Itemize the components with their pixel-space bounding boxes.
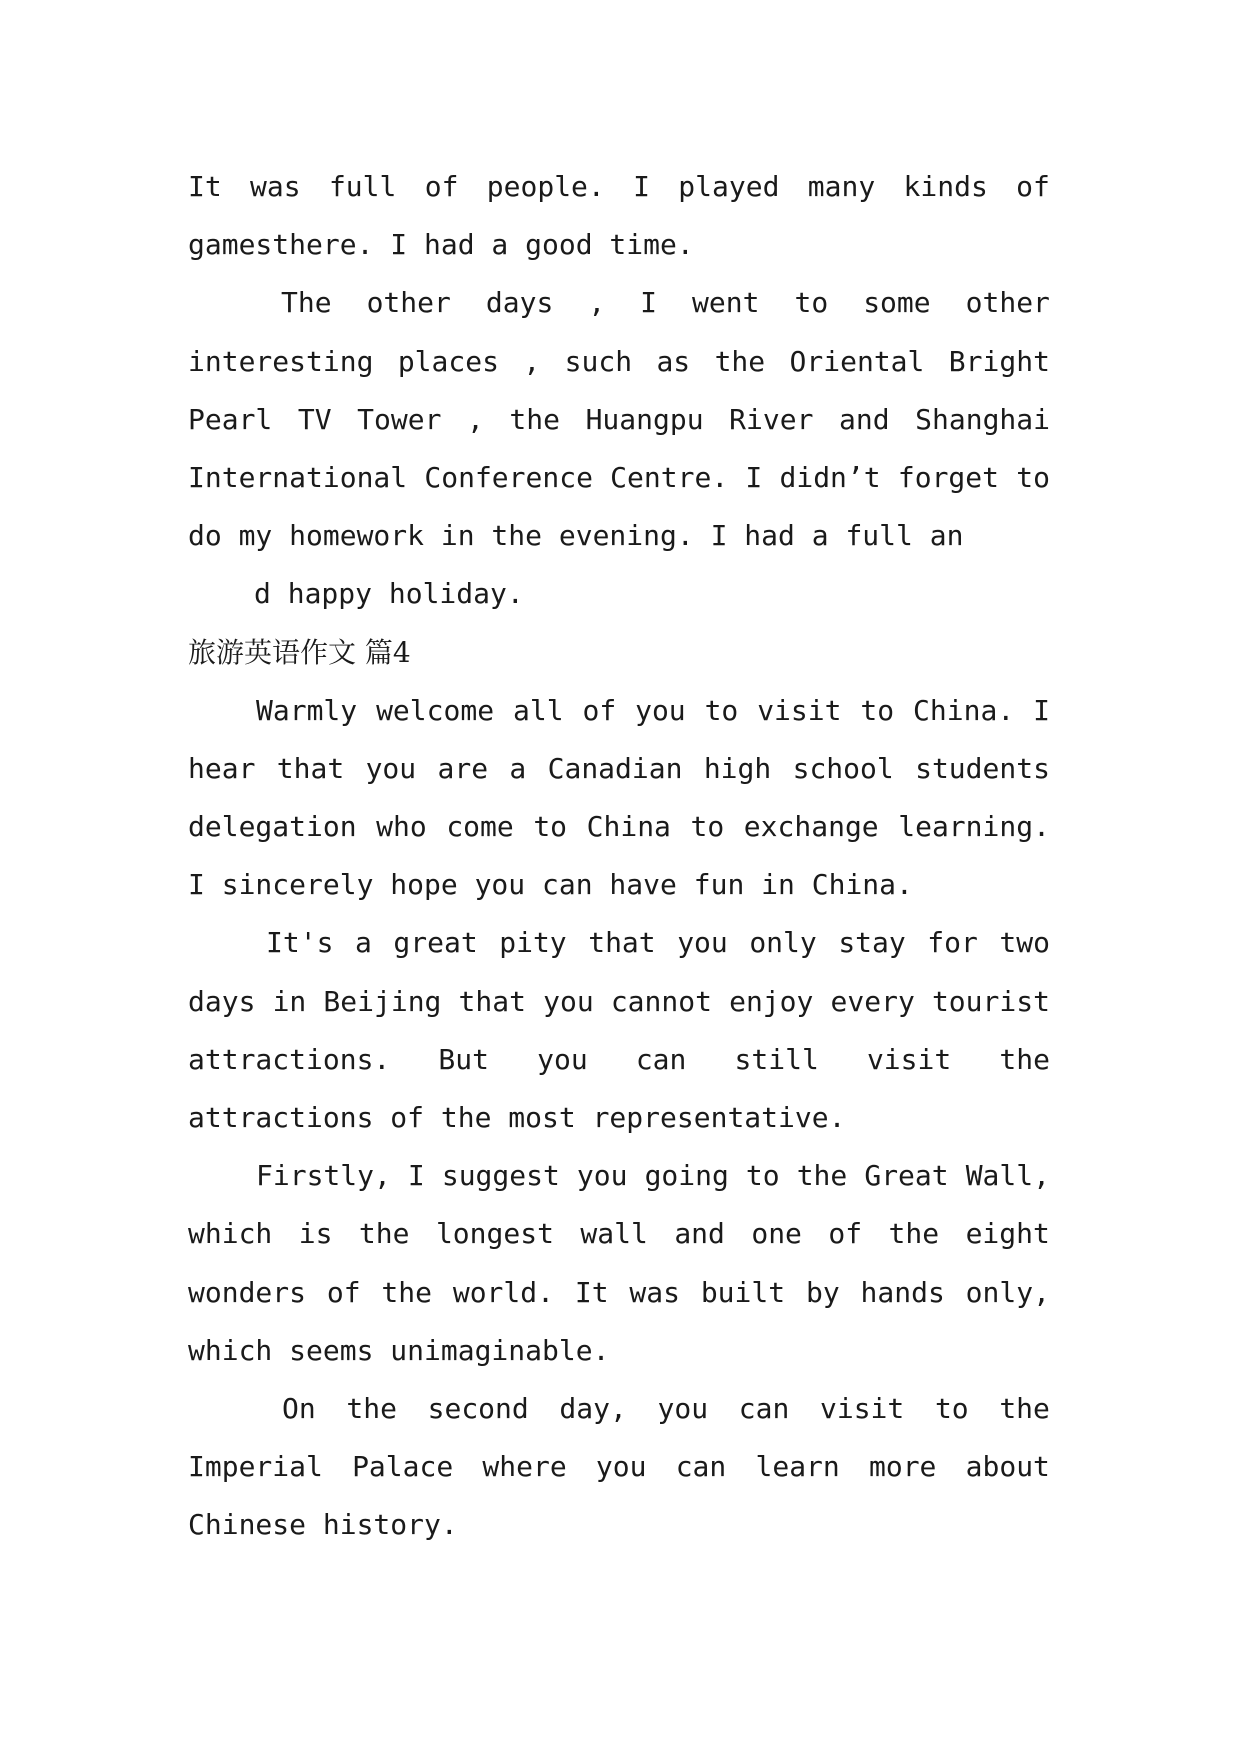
text-line: d happy holiday.: [254, 577, 524, 611]
word: built: [700, 1275, 786, 1309]
word: still: [734, 1042, 819, 1076]
word: eight: [965, 1217, 1050, 1251]
word: China: [586, 810, 671, 844]
word: you: [657, 1391, 709, 1425]
word: welcome: [376, 693, 495, 727]
word: and: [674, 1217, 725, 1251]
word: visit: [866, 1042, 952, 1076]
word: interesting: [188, 344, 374, 378]
word: ,: [523, 344, 541, 378]
word: only,: [965, 1275, 1050, 1309]
word: stay: [838, 926, 906, 960]
word: you: [576, 1159, 628, 1193]
word: world.: [452, 1275, 554, 1309]
word: China.: [913, 693, 1015, 727]
word: the: [509, 402, 560, 436]
word: It: [188, 170, 222, 203]
text-line: [188, 1438, 1050, 1496]
word: Conference: [424, 460, 593, 494]
word: that: [276, 751, 345, 785]
word: Wall,: [965, 1159, 1050, 1193]
text-line: [188, 449, 1050, 507]
text-line: [188, 391, 1050, 449]
word: I: [1033, 693, 1050, 727]
word: come: [446, 810, 514, 844]
word: you: [365, 751, 417, 785]
word: suggest: [441, 1159, 560, 1193]
word: the: [381, 1275, 432, 1309]
word: of: [828, 1217, 863, 1251]
word: more: [868, 1450, 937, 1484]
word: that: [458, 984, 526, 1018]
word: Huangpu: [585, 402, 704, 436]
word: to: [860, 693, 895, 727]
word: by: [805, 1275, 840, 1309]
word: to: [1016, 460, 1050, 494]
word: the: [346, 1391, 397, 1425]
word: attractions.: [188, 1042, 391, 1076]
word: who: [376, 810, 427, 844]
word: was: [629, 1275, 680, 1309]
word: you: [677, 926, 728, 960]
word: to: [704, 693, 739, 727]
word: every: [830, 984, 915, 1018]
word: Firstly,: [256, 1159, 391, 1193]
word: can: [675, 1450, 727, 1484]
word: people.: [486, 170, 605, 203]
text-line: Chinese history.: [188, 1508, 458, 1542]
word: Imperial: [188, 1450, 323, 1484]
word: Tower: [357, 402, 442, 436]
word: Pearl: [188, 402, 273, 436]
word: Bright: [948, 344, 1050, 378]
word: of: [326, 1275, 361, 1309]
word: day,: [559, 1391, 627, 1425]
document-page: [188, 158, 1050, 1555]
word: to: [794, 286, 829, 320]
word: where: [482, 1450, 567, 1484]
word: forget: [897, 460, 1000, 494]
word: can: [738, 1391, 790, 1425]
word: Oriental: [789, 344, 925, 378]
word: I: [633, 170, 650, 203]
word: cannot: [610, 984, 712, 1018]
word: days: [188, 984, 256, 1018]
word: the: [358, 1217, 410, 1251]
word: went: [692, 286, 760, 320]
word: tourist: [931, 984, 1050, 1018]
word: learning.: [898, 810, 1050, 844]
word: school: [792, 751, 894, 785]
word: ,: [588, 286, 606, 320]
word: a: [354, 926, 372, 960]
word: It's: [266, 926, 334, 960]
word: exchange: [743, 810, 879, 844]
word: and: [839, 402, 890, 436]
word: learn: [755, 1450, 840, 1484]
word: Shanghai: [915, 402, 1050, 436]
word: other: [366, 286, 451, 320]
word: kinds: [903, 170, 988, 203]
word: some: [863, 286, 931, 320]
text-line: [188, 1264, 1050, 1322]
word: On: [282, 1391, 316, 1425]
word: hear: [188, 751, 256, 785]
word: I: [745, 460, 763, 494]
word: only: [749, 926, 817, 960]
text-line: [188, 798, 1050, 856]
text-line: [188, 274, 1050, 332]
word: full: [328, 170, 397, 203]
text-line: I sincerely hope you can have fun in China.: [188, 868, 913, 902]
text-line: [188, 1380, 1050, 1438]
word: to: [533, 810, 568, 844]
word: the: [796, 1159, 848, 1193]
word: you: [595, 1450, 647, 1484]
word: pity: [499, 926, 567, 960]
word: the: [714, 344, 766, 378]
word: other: [965, 286, 1050, 320]
word: of: [582, 693, 617, 727]
word: wonders: [188, 1275, 307, 1309]
word: Centre.: [610, 460, 729, 494]
section-heading: 旅游英语作文 篇4: [188, 635, 411, 669]
word: as: [656, 344, 691, 378]
text-line: [188, 333, 1050, 391]
word: I: [640, 286, 658, 320]
word: a: [509, 751, 527, 785]
word: TV: [297, 402, 332, 436]
word: are: [437, 751, 489, 785]
word: for: [927, 926, 978, 960]
word: places: [397, 344, 499, 378]
word: longest: [435, 1217, 554, 1251]
text-line: [188, 740, 1050, 798]
word: such: [564, 344, 633, 378]
word: all: [512, 693, 564, 727]
word: The: [281, 286, 332, 320]
text-line: [188, 158, 1050, 216]
word: of: [424, 170, 459, 203]
word: to: [745, 1159, 780, 1193]
word: the: [888, 1217, 940, 1251]
word: hands: [860, 1275, 945, 1309]
word: that: [588, 926, 656, 960]
text-line: [188, 973, 1050, 1031]
text-line: [188, 682, 1050, 740]
word: Great: [864, 1159, 949, 1193]
text-line: attractions of the most representative.: [188, 1101, 846, 1134]
text-line: [188, 1031, 1050, 1089]
word: about: [965, 1450, 1050, 1484]
word: visit: [757, 693, 842, 727]
word: going: [644, 1159, 729, 1193]
word: Palace: [352, 1450, 454, 1484]
word: enjoy: [729, 984, 814, 1018]
word: can: [635, 1042, 687, 1076]
word: of: [1016, 170, 1050, 203]
word: second: [427, 1391, 529, 1425]
word: you: [543, 984, 594, 1018]
word: ,: [467, 402, 484, 436]
word: Canadian: [547, 751, 683, 785]
word: visit: [819, 1391, 905, 1425]
word: played: [678, 170, 780, 203]
word: students: [915, 751, 1050, 785]
word: you: [537, 1042, 588, 1076]
word: one: [751, 1217, 802, 1251]
word: delegation: [188, 810, 357, 844]
text-line: which seems unimaginable.: [188, 1333, 610, 1367]
text-line: [188, 1147, 1050, 1205]
word: days: [485, 286, 554, 320]
text-line: [188, 914, 1050, 972]
word: wall: [580, 1217, 648, 1251]
word: the: [999, 1042, 1050, 1076]
word: many: [807, 170, 876, 203]
word: which: [188, 1217, 273, 1251]
word: great: [393, 926, 478, 960]
word: Beijing: [323, 984, 442, 1018]
word: high: [703, 751, 772, 785]
word: It: [574, 1275, 609, 1309]
word: to: [934, 1391, 969, 1425]
word: to: [690, 810, 725, 844]
text-line: do my homework in the evening. I had a full an: [188, 519, 964, 553]
word: Warmly: [256, 693, 358, 727]
text-line: gamesthere. I had a good time.: [188, 228, 694, 262]
word: is: [298, 1217, 333, 1251]
word: in: [272, 984, 307, 1018]
word: River: [729, 402, 814, 436]
word: two: [999, 926, 1050, 960]
word: I: [407, 1159, 425, 1193]
word: you: [635, 693, 686, 727]
word: But: [438, 1042, 489, 1076]
word: didn’t: [779, 460, 881, 494]
word: was: [250, 170, 301, 203]
text-line: [188, 1205, 1050, 1263]
word: the: [999, 1391, 1050, 1425]
word: International: [188, 460, 408, 494]
